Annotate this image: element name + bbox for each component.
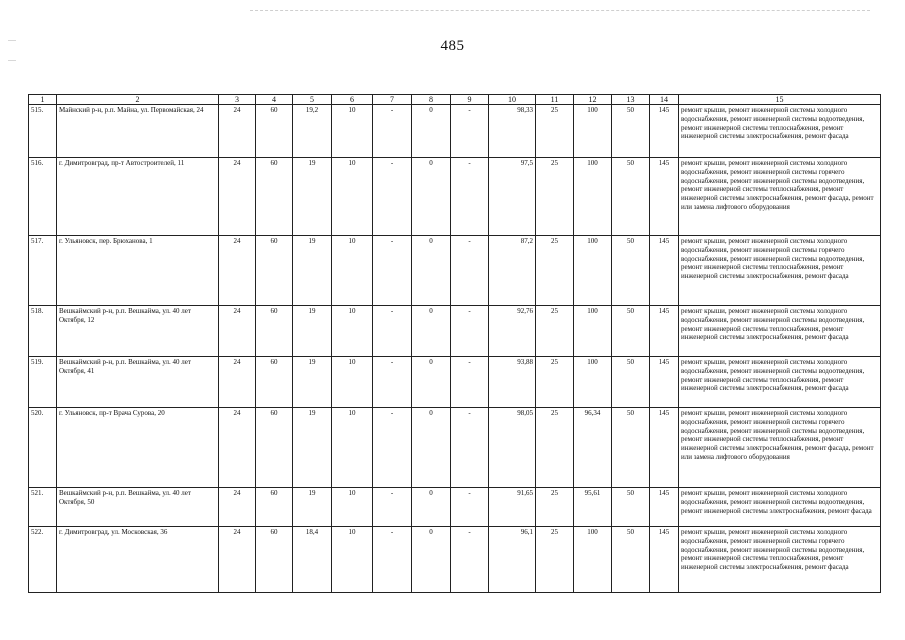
works-cell: ремонт крыши, ремонт инженерной системы холодного водоснабжения, ремонт инженерной системы водоотведения, ремонт инженерной системы теплоснабжения, ремонт инженерной системы электроснабжения, ремонт фасада [679, 357, 881, 408]
value-cell: - [373, 306, 412, 357]
table-row [29, 105, 881, 158]
column-header: 14 [650, 95, 679, 105]
value-cell: - [373, 488, 412, 527]
value-cell: 0 [412, 488, 451, 527]
value-cell: 25 [536, 357, 574, 408]
value-cell: 25 [536, 236, 574, 306]
value-cell: 10 [332, 105, 373, 158]
value-cell: - [373, 408, 412, 488]
value-cell: 0 [412, 408, 451, 488]
top-margin-rule [250, 10, 870, 11]
works-cell: ремонт крыши, ремонт инженерной системы холодного водоснабжения, ремонт инженерной системы водоотведения, ремонт инженерной системы электроснабжения, ремонт фасада [679, 488, 881, 527]
value-cell: 24 [219, 236, 256, 306]
address-cell: Вешкаймский р-н, р.п. Вешкайма, ул. 40 лет Октября, 41 [57, 357, 219, 408]
value-cell: 19,2 [293, 105, 332, 158]
column-header: 11 [536, 95, 574, 105]
value-cell: 24 [219, 158, 256, 236]
table-row [29, 306, 881, 357]
address-cell: Вешкаймский р-н, р.п. Вешкайма, ул. 40 лет Октября, 12 [57, 306, 219, 357]
value-cell: 25 [536, 306, 574, 357]
value-cell: 97,5 [489, 158, 536, 236]
column-header: 5 [293, 95, 332, 105]
value-cell: 24 [219, 306, 256, 357]
value-cell: 19 [293, 357, 332, 408]
value-cell: 60 [256, 527, 293, 593]
works-cell: ремонт крыши, ремонт инженерной системы холодного водоснабжения, ремонт инженерной системы водоотведения, ремонт инженерной системы теплоснабжения, ремонт инженерной системы электроснабжения, ремонт фасада [679, 306, 881, 357]
value-cell: 50 [612, 488, 650, 527]
value-cell: 50 [612, 158, 650, 236]
value-cell: 0 [412, 306, 451, 357]
value-cell: 0 [412, 236, 451, 306]
value-cell: 19 [293, 158, 332, 236]
value-cell: 145 [650, 527, 679, 593]
value-cell: 0 [412, 527, 451, 593]
value-cell: 24 [219, 527, 256, 593]
works-cell: ремонт крыши, ремонт инженерной системы холодного водоснабжения, ремонт инженерной системы водоотведения, ремонт инженерной системы теплоснабжения, ремонт инженерной системы электроснабжения, ремонт фасада [679, 105, 881, 158]
value-cell: - [451, 158, 489, 236]
column-header: 15 [679, 95, 881, 105]
value-cell: - [451, 357, 489, 408]
value-cell: 60 [256, 408, 293, 488]
value-cell: - [451, 236, 489, 306]
address-cell: г. Димитровград, ул. Московская, 36 [57, 527, 219, 593]
value-cell: 25 [536, 408, 574, 488]
column-header: 8 [412, 95, 451, 105]
value-cell: 10 [332, 236, 373, 306]
value-cell: 19 [293, 236, 332, 306]
value-cell: 60 [256, 105, 293, 158]
value-cell: 96,1 [489, 527, 536, 593]
row-number: 516. [29, 158, 57, 236]
row-number: 520. [29, 408, 57, 488]
value-cell: 0 [412, 357, 451, 408]
value-cell: 145 [650, 488, 679, 527]
works-cell: ремонт крыши, ремонт инженерной системы холодного водоснабжения, ремонт инженерной системы горячего водоснабжения, ремонт инженерной системы водоотведения, ремонт инженерной системы теплоснабжения, ремонт инженерной системы электроснабжения, ремонт фасада [679, 236, 881, 306]
value-cell: 100 [574, 527, 612, 593]
address-cell: Вешкаймский р-н, р.п. Вешкайма, ул. 40 лет Октября, 50 [57, 488, 219, 527]
column-header: 3 [219, 95, 256, 105]
address-cell: г. Ульяновск, пр-т Врача Сурова, 20 [57, 408, 219, 488]
value-cell: 100 [574, 158, 612, 236]
value-cell: 25 [536, 527, 574, 593]
value-cell: 60 [256, 488, 293, 527]
table-row [29, 408, 881, 488]
table-row [29, 158, 881, 236]
value-cell: 19 [293, 408, 332, 488]
value-cell: - [373, 236, 412, 306]
row-number: 517. [29, 236, 57, 306]
value-cell: 96,34 [574, 408, 612, 488]
column-header: 1 [29, 95, 57, 105]
column-header: 10 [489, 95, 536, 105]
value-cell: 145 [650, 105, 679, 158]
value-cell: 98,33 [489, 105, 536, 158]
value-cell: 0 [412, 158, 451, 236]
value-cell: 95,61 [574, 488, 612, 527]
column-header: 2 [57, 95, 219, 105]
column-header: 6 [332, 95, 373, 105]
value-cell: 50 [612, 306, 650, 357]
value-cell: - [373, 527, 412, 593]
column-header: 13 [612, 95, 650, 105]
value-cell: 145 [650, 158, 679, 236]
value-cell: 19 [293, 488, 332, 527]
value-cell: - [451, 527, 489, 593]
value-cell: 10 [332, 408, 373, 488]
value-cell: 10 [332, 306, 373, 357]
table-row [29, 236, 881, 306]
value-cell: - [451, 488, 489, 527]
value-cell: 60 [256, 236, 293, 306]
value-cell: 50 [612, 408, 650, 488]
works-cell: ремонт крыши, ремонт инженерной системы холодного водоснабжения, ремонт инженерной системы горячего водоснабжения, ремонт инженерной системы водоотведения, ремонт инженерной системы теплоснабжения, ремонт инженерной системы электроснабжения, ремонт фасада [679, 527, 881, 593]
value-cell: 60 [256, 357, 293, 408]
value-cell: 10 [332, 488, 373, 527]
value-cell: 60 [256, 306, 293, 357]
value-cell: 24 [219, 357, 256, 408]
row-number: 519. [29, 357, 57, 408]
works-cell: ремонт крыши, ремонт инженерной системы холодного водоснабжения, ремонт инженерной системы горячего водоснабжения, ремонт инженерной системы водоотведения, ремонт инженерной системы теплоснабжения, ремонт инженерной системы электроснабжения, ремонт фасада, ремонт или замена лифтового оборудования [679, 408, 881, 488]
row-number: 518. [29, 306, 57, 357]
value-cell: 25 [536, 105, 574, 158]
value-cell: 87,2 [489, 236, 536, 306]
value-cell: 93,88 [489, 357, 536, 408]
value-cell: - [373, 158, 412, 236]
value-cell: 145 [650, 357, 679, 408]
value-cell: - [373, 357, 412, 408]
value-cell: 145 [650, 236, 679, 306]
value-cell: 100 [574, 357, 612, 408]
address-cell: г. Ульяновск, пер. Брюханова, 1 [57, 236, 219, 306]
page-number: 485 [440, 38, 465, 54]
table-row [29, 357, 881, 408]
value-cell: 100 [574, 105, 612, 158]
value-cell: 18,4 [293, 527, 332, 593]
value-cell: 10 [332, 357, 373, 408]
value-cell: 50 [612, 236, 650, 306]
value-cell: - [451, 408, 489, 488]
value-cell: - [373, 105, 412, 158]
value-cell: 92,76 [489, 306, 536, 357]
value-cell: 19 [293, 306, 332, 357]
address-cell: г. Димитровград, пр-т Автостроителей, 11 [57, 158, 219, 236]
value-cell: 100 [574, 236, 612, 306]
value-cell: 24 [219, 105, 256, 158]
value-cell: 50 [612, 357, 650, 408]
value-cell: - [451, 306, 489, 357]
works-cell: ремонт крыши, ремонт инженерной системы холодного водоснабжения, ремонт инженерной системы горячего водоснабжения, ремонт инженерной системы водоотведения, ремонт инженерной системы теплоснабжения, ремонт инженерной системы электроснабжения, ремонт фасада, ремонт или замена лифтового оборудования [679, 158, 881, 236]
value-cell: 0 [412, 105, 451, 158]
value-cell: - [451, 105, 489, 158]
row-number: 521. [29, 488, 57, 527]
value-cell: 10 [332, 527, 373, 593]
table-row [29, 527, 881, 593]
column-header: 9 [451, 95, 489, 105]
value-cell: 98,05 [489, 408, 536, 488]
value-cell: 50 [612, 105, 650, 158]
column-header: 12 [574, 95, 612, 105]
table-header-row [29, 95, 881, 105]
table-row [29, 488, 881, 527]
value-cell: 145 [650, 306, 679, 357]
value-cell: 145 [650, 408, 679, 488]
row-number: 522. [29, 527, 57, 593]
value-cell: 91,65 [489, 488, 536, 527]
left-margin-tick [8, 60, 16, 61]
value-cell: 24 [219, 408, 256, 488]
table-body [29, 105, 881, 593]
row-number: 515. [29, 105, 57, 158]
column-header: 7 [373, 95, 412, 105]
value-cell: 60 [256, 158, 293, 236]
column-header: 4 [256, 95, 293, 105]
value-cell: 25 [536, 158, 574, 236]
value-cell: 100 [574, 306, 612, 357]
repair-schedule-table [28, 94, 881, 593]
value-cell: 24 [219, 488, 256, 527]
value-cell: 25 [536, 488, 574, 527]
address-cell: Майнский р-н, р.п. Майна, ул. Первомайская, 24 [57, 105, 219, 158]
value-cell: 10 [332, 158, 373, 236]
value-cell: 50 [612, 527, 650, 593]
